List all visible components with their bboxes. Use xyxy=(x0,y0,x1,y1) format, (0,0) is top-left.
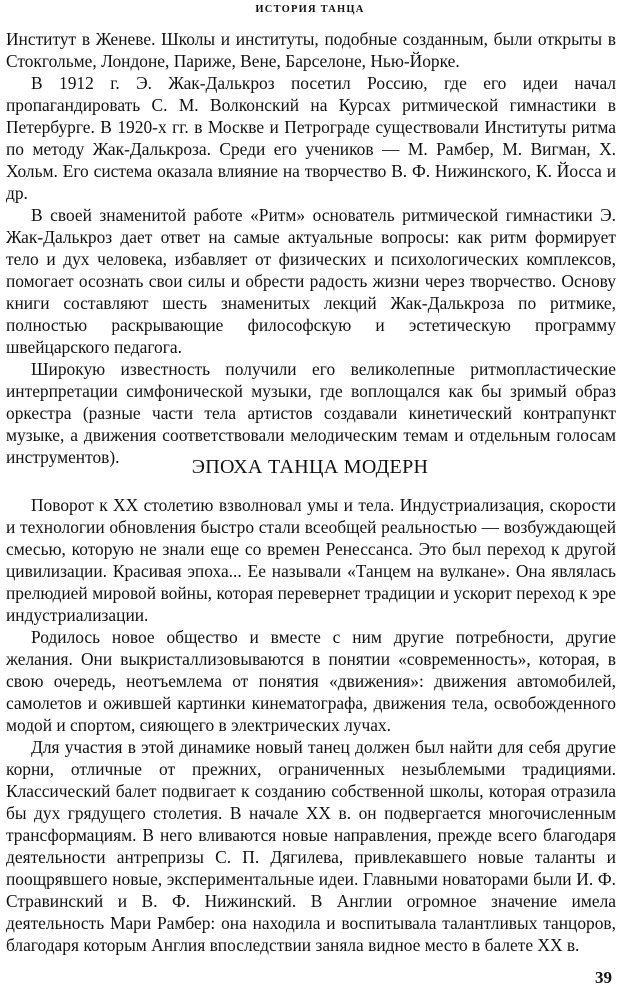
text-block-upper xyxy=(6,28,616,468)
paragraph: В своей знаменитой работе «Ритм» основатель ритмической гимнастики Э. Жак-Далькроз дает ответ на самые актуальные вопросы: как ритм формирует тело и дух человека, избавляет от физических и психологических комплексов, помогает осознать свои силы и обрести радость жизни через творчество. Основу книги составляют шесть знаменитых лекций Жак-Далькроза по ритмике, полностью раскрывающие философскую и эстетическую программу швейцарского педагога. xyxy=(6,205,616,357)
text-block-lower xyxy=(6,494,616,956)
paragraph: В 1912 г. Э. Жак-Далькроз посетил Россию, где его идеи начал пропагандировать С. М. Волконский на Курсах ритмической гимнастики в Петербурге. В 1920-х гг. в Москве и Петрограде существовали Институты ритма по методу Жак-Далькроза. Среди его учеников — М. Рамбер, М. Вигман, Х. Хольм. Его система оказала влияние на творчество В. Ф. Нижинского, К. Йосса и др. xyxy=(6,73,616,203)
paragraph: Для участия в этой динамике новый танец должен был найти для себя другие корни, отличные от прежних, ограниченных незыблемыми традициями. Классический балет подвигает к созданию собственной школы, которая отразила бы дух грядущего столетия. В начале XX в. он подвергается многочисленным трансформациям. В него вливаются новые направления, прежде всего благодаря деятельности антрепризы С. П. Дягилева, привлекавшего новые таланты и поощрявшего новые, экспериментальные идеи. Главными новаторами были И. Ф. Стравинский и В. Ф. Нижинский. В Англии огромное значение имела деятельность Мари Рамбер: она находила и воспитывала талантливых танцоров, благодаря которым Англия впоследствии заняла видное место в балете XX в. xyxy=(6,737,616,955)
paragraph: Поворот к XX столетию взволновал умы и тела. Индустриализация, скорости и технологии обновления быстро стали всеобщей реальностью — возбуждающей смесью, которую не знали еще со времен Ренессанса. Это был переход к другой цивилизации. Красивая эпоха... Ее называли «Танцем на вулкане». Она являлась прелюдией мировой войны, которая перевернет традиции и ускорит переход к эре индустриализации. xyxy=(6,495,616,625)
running-head: ИСТОРИЯ ТАНЦА xyxy=(255,4,365,15)
paragraph: Родилось новое общество и вместе с ним другие потребности, другие желания. Они выкристаллизовываются в понятии «современность», которая, в свою очередь, неотъемлема от понятия «движения»: движения автомобилей, самолетов и ожившей картинки кинематографа, движения тела, освобожденного модой и спортом, сияющего в электрических лучах. xyxy=(6,627,616,735)
page-number: 39 xyxy=(595,968,612,987)
section-heading: ЭПОХА ТАНЦА МОДЕРН xyxy=(191,456,429,478)
paragraph: Институт в Женеве. Школы и институты, подобные созданным, были открыты в Стокгольме, Лондоне, Париже, Вене, Барселоне, Нью-Йорке. xyxy=(6,29,616,71)
paragraph: Широкую известность получили его великолепные ритмопластические интерпретации симфонической музыки, где воплощался как бы зримый образ оркестра (разные части тела артистов создавали кинетический контрапункт музыке, а движения соответствовали мелодическим темам и отдельным голосам инструментов). xyxy=(6,359,616,467)
